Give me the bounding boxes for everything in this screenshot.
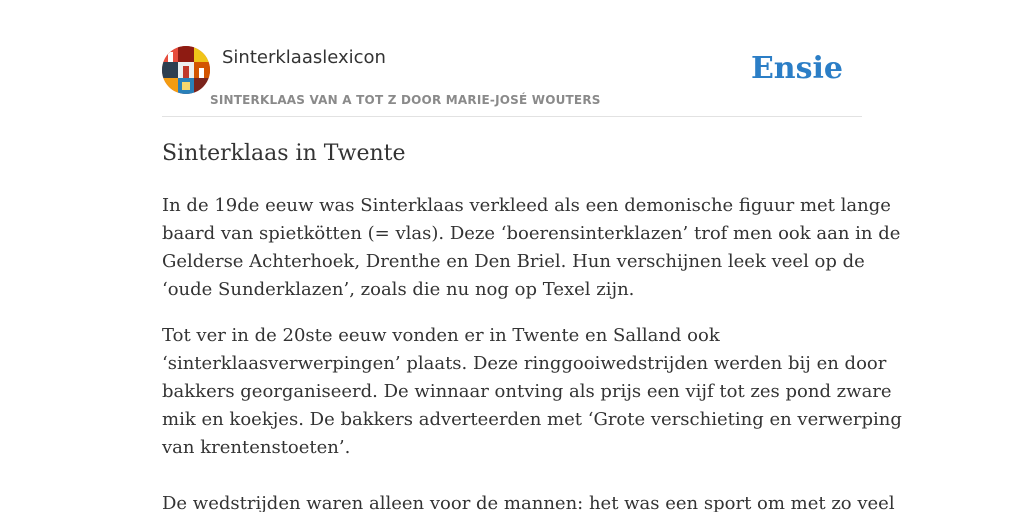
- article-paragraph: [162, 322, 902, 462]
- article-paragraph: [162, 192, 901, 304]
- site-subtitle: SINTERKLAAS VAN A TOT Z DOOR MARIE-JOSÉ WOUTERS: [210, 93, 601, 107]
- text-line: Tot ver in de 20ste eeuw vonden er in Twente en Salland ook: [162, 325, 720, 346]
- brand-logo[interactable]: Ensie: [750, 51, 843, 86]
- text-line: baard van spietkötten (= vlas). Deze ‘boerensinterklazen’ trof men ook aan in de: [162, 223, 901, 244]
- text-line: van krentenstoeten’.: [162, 437, 351, 458]
- site-name[interactable]: Sinterklaaslexicon: [222, 47, 386, 68]
- text-line: ‘sinterklaasverwerpingen’ plaats. Deze ringgooiwedstrijden werden bij en door: [162, 353, 887, 374]
- article-body: [162, 192, 902, 512]
- avatar-image: [162, 46, 210, 94]
- text-line: mik en koekjes. De bakkers adverteerden met ‘Grote verschieting en verwerping: [162, 409, 902, 430]
- article-paragraph: [162, 490, 895, 512]
- text-line: Gelderse Achterhoek, Drenthe en Den Briel. Hun verschijnen leek veel op de: [162, 251, 865, 272]
- text-line: bakkers georganiseerd. De winnaar ontving als prijs een vijf tot zes pond zware: [162, 381, 892, 402]
- text-line: ‘oude Sunderklazen’, zoals die nu nog op Texel zijn.: [162, 279, 635, 300]
- site-avatar[interactable]: [162, 46, 210, 94]
- text-line: In de 19de eeuw was Sinterklaas verkleed als een demonische figuur met lange: [162, 195, 891, 216]
- article-title: Sinterklaas in Twente: [162, 141, 406, 166]
- site-header: [162, 46, 862, 117]
- text-line: De wedstrijden waren alleen voor de mannen: het was een sport om met zo veel: [162, 493, 895, 512]
